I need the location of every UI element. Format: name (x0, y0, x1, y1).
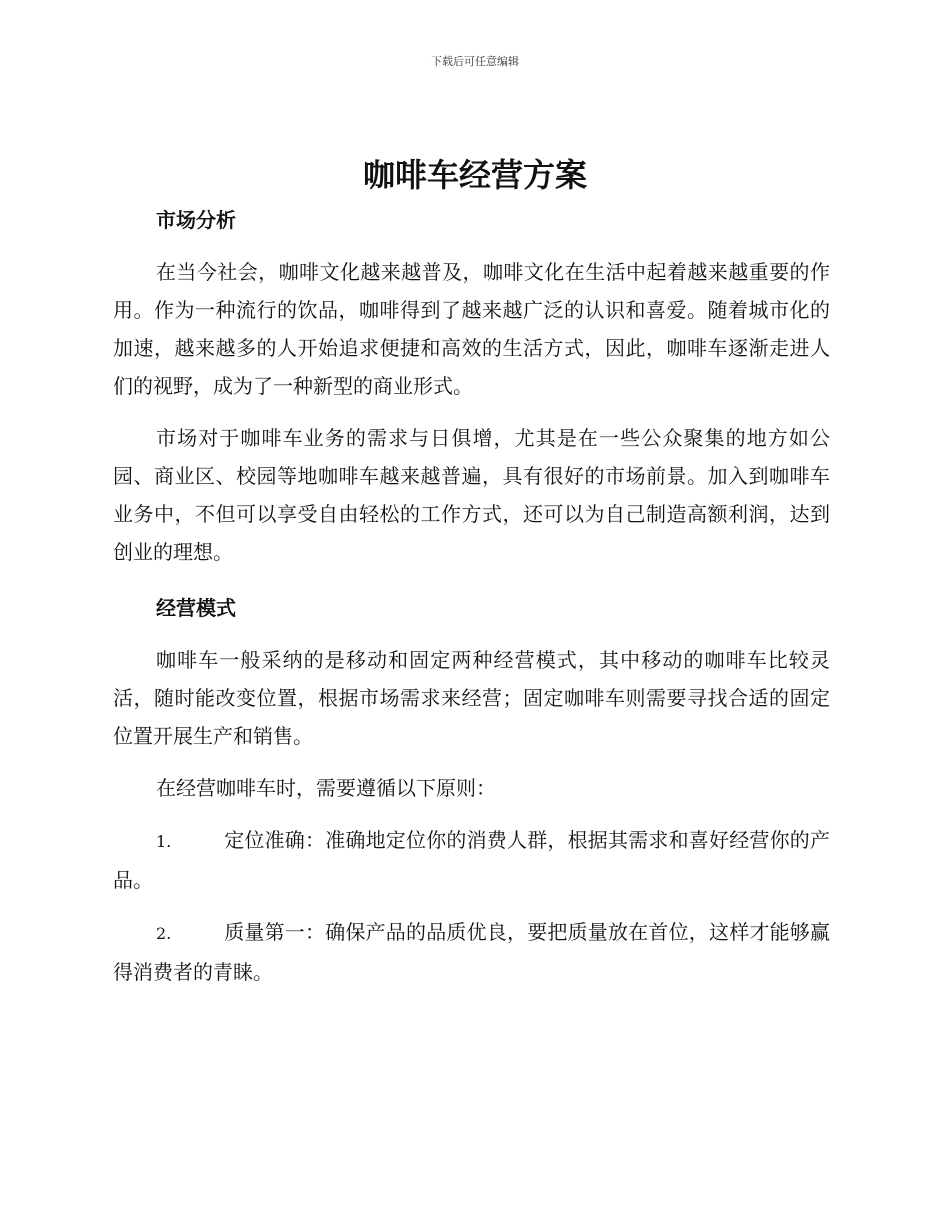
document-body (113, 205, 830, 1005)
paragraph: 在当今社会，咖啡文化越来越普及，咖啡文化在生活中起着越来越重要的作用。作为一种流行的饮品，咖啡得到了越来越广泛的认识和喜爱。随着城市化的加速，越来越多的人开始追求便捷和高效的生活方式，因此，咖啡车逐渐走进人们的视野，成为了一种新型的商业形式。 (113, 260, 830, 398)
section-heading-market-analysis: 市场分析 (156, 208, 236, 232)
list-number: 1. (156, 832, 172, 851)
list-text: 定位准确：准确地定位你的消费人群，根据其需求和喜好经营你的产品。 (113, 828, 830, 892)
paragraph: 在经营咖啡车时，需要遵循以下原则： (156, 776, 496, 800)
list-item (113, 821, 830, 899)
paragraph: 市场对于咖啡车业务的需求与日俱增，尤其是在一些公众聚集的地方如公园、商业区、校园等地咖啡车越来越普遍，具有很好的市场前景。加入到咖啡车业务中，不但可以享受自由轻松的工作方式，还可以为自己制造高额利润，达到创业的理想。 (113, 426, 830, 564)
document-title: 咖啡车经营方案 (362, 156, 587, 194)
list-number: 2. (156, 924, 172, 943)
list-item (113, 913, 830, 991)
section-heading-business-model: 经营模式 (156, 596, 236, 620)
list-text: 质量第一：确保产品的品质优良，要把质量放在首位，这样才能够赢得消费者的青睐。 (113, 920, 830, 984)
paragraph: 咖啡车一般采纳的是移动和固定两种经营模式，其中移动的咖啡车比较灵活，随时能改变位置，根据市场需求来经营；固定咖啡车则需要寻找合适的固定位置开展生产和销售。 (113, 648, 830, 748)
header-note: 下载后可任意编辑 (431, 55, 519, 68)
